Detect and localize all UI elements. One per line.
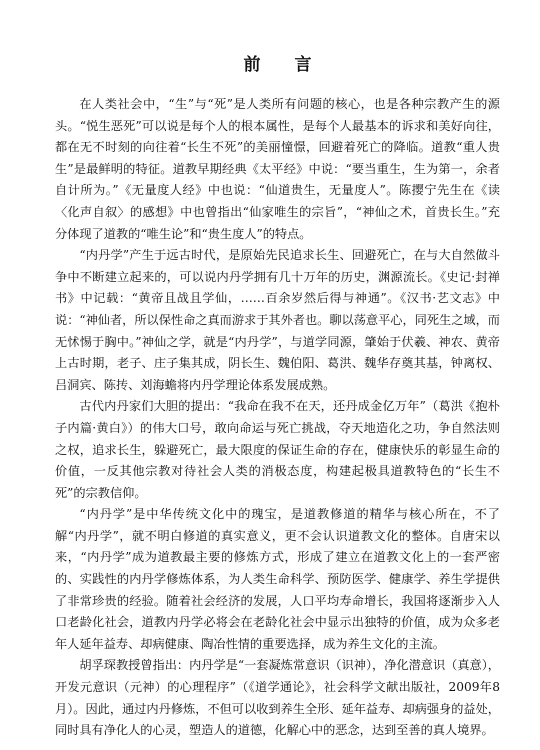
paragraph-4: “内丹学”是中华传统文化中的瑰宝，是道教修道的精华与核心所在，不了解“内丹学”，就不明白修道的真实意义，更不会认识道教文化的整体。自唐宋以来，“内丹学”成为道教最主要的修炼方式，形成了建立在道教文化上的一套严密的、实践性的内丹学修炼体系，为人类生命科学、预防医学、健康学、养生学提供了非常珍贵的经验。随着社会经济的发展，人口平均寿命增长，我国将逐渐步入人口老龄化社会，道教内丹学必将会在老龄化社会中显示出独特的价值，成为众多老年人延年益寿、却病健康、陶冶性情的重要选择，成为养生文化的主流。	[55, 507, 500, 651]
paragraph-5: 胡孚琛教授曾指出：内丹学是“一套凝炼常意识（识神），净化潜意识（真意），开发元意识（元神）的心理程序”（《道学通论》，社会科学文献出版社，2009年8月）。因此，通过内丹修炼，不但可以收到养生全形、延年益寿、却病强身的益处，同时具有净化人的心灵，塑造人的道德，化解心中的恶念，达到至善的真人境界。	[55, 658, 500, 738]
paragraph-1: 在人类社会中，“生”与“死”是人类所有问题的核心，也是各种宗教产生的源头。“悦生恶死”可以说是每个人的根本属性，是每个人最基本的诉求和美好向往，都在无不时刻的向往着“长生不死”的美丽憧憬，回避着死亡的降临。道教“重人贵生”是最鲜明的特征。道教早期经典《太平经》中说：“要当重生，生为第一，余者自计所为。”《无量度人经》中也说：“仙道贵生，无量度人”。陈撄宁先生在《读〈化声自叙〉的感想》中也曾指出“仙家唯生的宗旨”，“神仙之术，首贵长生。”充分体现了道教的“唯生论”和“贵生度人”的特点。	[55, 97, 500, 241]
document-body	[55, 94, 500, 742]
document-page	[55, 0, 500, 750]
paragraph-3: 古代内丹家们大胆的提出：“我命在我不在天，还丹成金亿万年”（葛洪《抱朴子内篇·黄白》）的伟大口号，敢向命运与死亡挑战，夺天地造化之功，争自然法则之权，追求长生，躲避死亡，最大限度的保证生命的存在，健康快乐的彰显生命的价值，一反其他宗教对待社会人类的消极态度，构建起极具道教特色的“长生不死”的宗教信仰。	[55, 399, 500, 500]
paragraph-2: “内丹学”产生于远古时代，是原始先民追求长生、回避死亡，在与大自然做斗争中不断建立起来的，可以说内丹学拥有几十万年的历史，渊源流长。《史记·封禅书》中记载：“黄帝且战且学仙，……百余岁然后得与神通”。《汉书·艺文志》中说：“神仙者，所以保性命之真而游求于其外者也。聊以荡意平心，同死生之域，而无怵惕于胸中。”神仙之学，就是“内丹学”，与道学同源，肇始于伏羲、神农、黄帝上古时期，老子、庄子集其成，阴长生、魏伯阳、葛洪、魏华存奠其基，钟离权、吕洞宾、陈抟、刘海蟾将内丹学理论体系发展成熟。	[55, 248, 500, 392]
page-title: 前 言	[243, 55, 326, 75]
